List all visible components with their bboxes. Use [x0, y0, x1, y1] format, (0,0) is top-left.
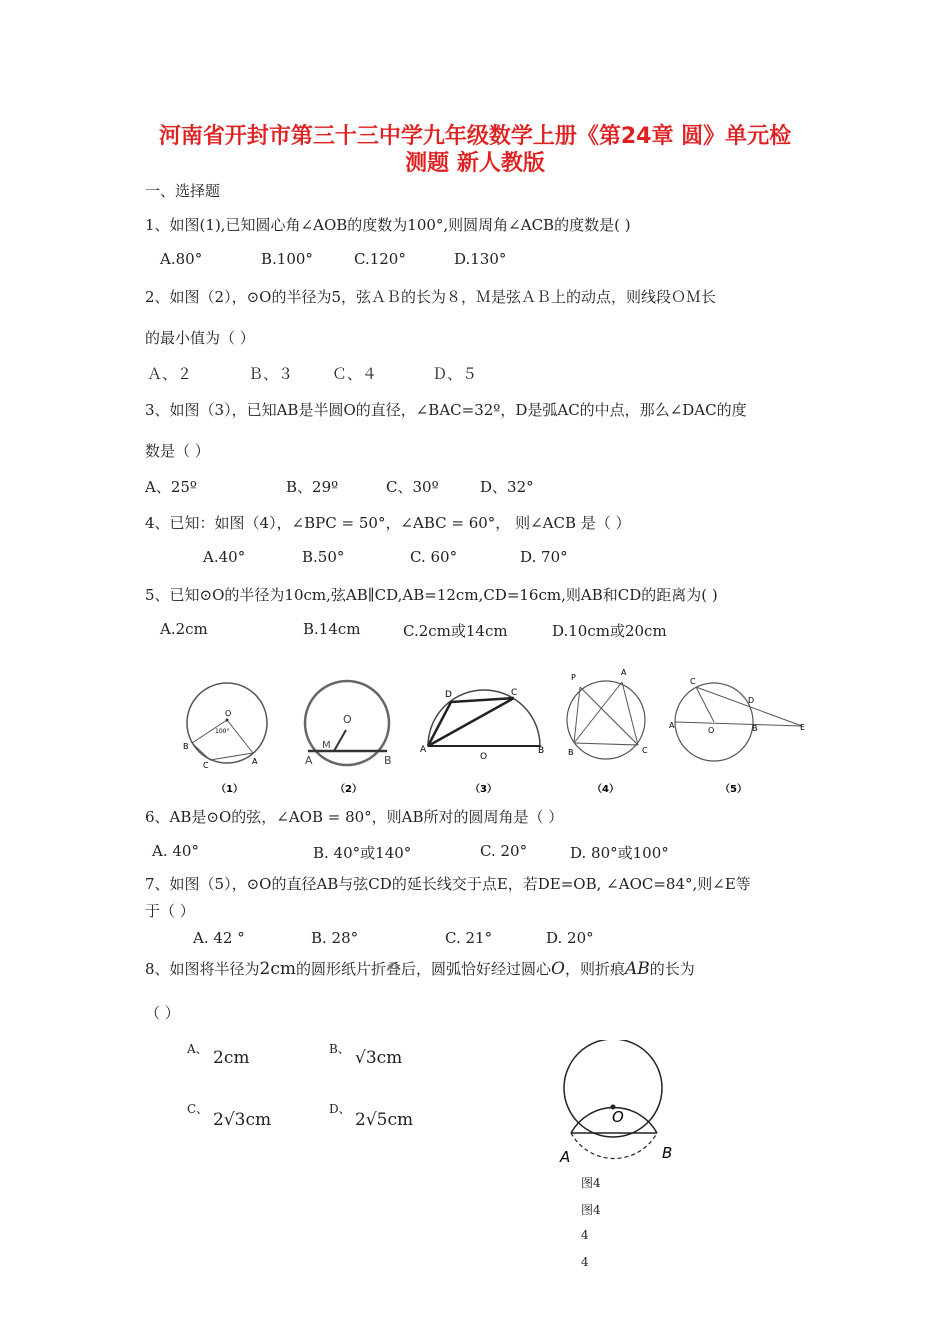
q3-option-b: B、29º	[286, 478, 339, 496]
q2-option-a: Ａ、２	[147, 365, 193, 383]
q2-option-b: Ｂ、３	[248, 365, 294, 383]
fold-label-a: A	[560, 1148, 571, 1166]
q7-text-line2: 于（ ）	[145, 902, 195, 920]
q8-option-d-value: 2√5cm	[355, 1110, 414, 1130]
fold-caption-2: 图4	[581, 1203, 601, 1217]
q3-option-c: C、30º	[386, 478, 439, 496]
fig2-caption: （2）	[335, 784, 362, 795]
q8-text-pre: 8、如图将半径为	[145, 960, 260, 978]
fig5-label-o: O	[708, 726, 715, 735]
fig1-label-b: B	[183, 742, 189, 751]
figures-row	[170, 660, 820, 800]
fig1-label-angle: 100°	[215, 728, 230, 735]
q8-option-a-label: A、	[187, 1042, 208, 1056]
q8-paren: （ ）	[145, 1004, 180, 1022]
q5-option-b: B.14cm	[303, 620, 361, 638]
q8-crease-ab: AB	[624, 959, 650, 979]
fig4-label-a: A	[621, 668, 627, 677]
q4-option-b: B.50°	[302, 548, 345, 566]
fig1-caption: （1）	[216, 784, 243, 795]
fig2-label-a: A	[305, 754, 313, 767]
q7-option-b: B. 28°	[311, 929, 359, 947]
q8-option-b-value: √3cm	[355, 1048, 403, 1068]
fig3-label-o: O	[480, 752, 488, 762]
q1-option-b: B.100°	[261, 250, 313, 268]
q6-option-c: C. 20°	[480, 842, 528, 860]
fig4-label-p: P	[571, 673, 576, 682]
q5-option-a: A.2cm	[160, 620, 208, 638]
q2-text-line2: 的最小值为（ ）	[145, 329, 255, 347]
q2-option-d: Ｄ、５	[432, 365, 478, 383]
q5-option-d: D.10cm或20cm	[552, 622, 667, 640]
q3-text-line1: 3、如图（3），已知AB是半圆O的直径，∠BAC=32º，D是弧AC的中点，那么∠DAC的度	[145, 401, 747, 419]
q1-option-a: A.80°	[160, 250, 203, 268]
fig1-label-o: O	[225, 709, 232, 718]
fold-caption-3: 4	[581, 1228, 589, 1242]
q6-text: 6、AB是⊙O的弦，∠AOB = 80°，则AB所对的圆周角是（ ）	[145, 808, 564, 826]
q6-option-d: D. 80°或100°	[570, 844, 669, 862]
figure-2	[305, 681, 392, 795]
q8-option-c-value: 2√3cm	[213, 1110, 272, 1130]
fold-caption-4: 4	[581, 1255, 589, 1269]
q6-option-b: B. 40°或140°	[313, 844, 412, 862]
q8-option-d-label: D、	[329, 1102, 351, 1116]
figure-4	[567, 668, 648, 795]
fig5-label-c: C	[690, 677, 696, 686]
doc-title-line2: 测题 新人教版	[405, 151, 545, 176]
figure-3	[420, 688, 544, 795]
q5-option-c: C.2cm或14cm	[403, 622, 508, 640]
fig5-label-b: B	[752, 724, 758, 733]
fig5-caption: （5）	[720, 784, 747, 795]
q8-option-a-value: 2cm	[213, 1048, 250, 1068]
fig2-label-m: M	[322, 740, 331, 751]
q7-option-c: C. 21°	[445, 929, 493, 947]
figure-5	[669, 677, 805, 795]
fig2-label-o: O	[343, 713, 352, 726]
doc-title-line1: 河南省开封市第三十三中学九年级数学上册《第24章 圆》单元检	[158, 124, 792, 149]
fig3-label-d: D	[445, 690, 452, 700]
q8-center-o: O	[551, 959, 565, 979]
q7-text-line1: 7、如图（5），⊙O的直径AB与弦CD的延长线交于点E，若DE=OB, ∠AOC=84°,则∠E等	[145, 875, 751, 893]
q8-text-mid: 的圆形纸片折叠后，圆弧恰好经过圆心	[296, 960, 552, 978]
fig1-label-a: A	[252, 757, 258, 766]
q8-option-b-label: B、	[329, 1042, 350, 1056]
q8-text-post: ，则折痕	[564, 960, 625, 978]
q8-radius: 2cm	[259, 959, 297, 979]
fold-label-b: B	[662, 1144, 673, 1162]
fold-figure	[550, 1040, 690, 1170]
figure-1	[183, 683, 267, 795]
fig3-label-a: A	[420, 745, 427, 755]
q8-text-end: 的长为	[649, 960, 695, 978]
q1-text: 1、如图(1),已知圆心角∠AOB的度数为100°,则圆周角∠ACB的度数是( )	[145, 216, 631, 234]
q8-text	[145, 958, 695, 979]
q4-option-d: D. 70°	[520, 548, 568, 566]
q8-option-c-label: C、	[187, 1102, 209, 1116]
fig3-caption: （3）	[470, 784, 497, 795]
fig4-caption: （4）	[592, 784, 619, 795]
q6-option-a: A. 40°	[152, 842, 199, 860]
fig4-label-c: C	[642, 746, 648, 755]
q1-option-d: D.130°	[454, 250, 507, 268]
fig3-label-b: B	[538, 746, 545, 756]
fold-caption-1: 图4	[581, 1176, 601, 1190]
q3-option-d: D、32°	[480, 478, 534, 496]
fig3-label-c: C	[511, 688, 518, 698]
fig2-label-b: B	[384, 754, 392, 767]
q3-option-a: A、25º	[145, 478, 197, 496]
q4-option-a: A.40°	[203, 548, 246, 566]
section-heading: 一、选择题	[145, 182, 221, 200]
fig1-label-c: C	[203, 761, 209, 770]
q2-text-line1: 2、如图（2），⊙O的半径为5，弦ＡＢ的长为８，Ｍ是弦ＡＢ上的动点，则线段ＯＭ长	[145, 288, 716, 306]
q3-text-line2: 数是（ ）	[145, 442, 210, 460]
q4-option-c: C. 60°	[410, 548, 458, 566]
fig4-label-b: B	[568, 748, 574, 757]
q5-text: 5、已知⊙O的半径为10cm,弦AB∥CD,AB=12cm,CD=16cm,则AB和CD的距离为( )	[145, 586, 718, 604]
fig5-label-a: A	[669, 721, 675, 730]
q4-text: 4、已知：如图（4），∠BPC = 50°，∠ABC = 60°， 则∠ACB 是（ ）	[145, 514, 631, 532]
q7-option-a: A. 42 °	[193, 929, 245, 947]
q7-option-d: D. 20°	[546, 929, 594, 947]
q2-option-c: Ｃ、４	[332, 365, 378, 383]
fold-label-o: O	[612, 1108, 624, 1126]
fig5-label-d: D	[748, 696, 755, 705]
fig5-label-e: E	[800, 723, 806, 732]
q1-option-c: C.120°	[354, 250, 406, 268]
